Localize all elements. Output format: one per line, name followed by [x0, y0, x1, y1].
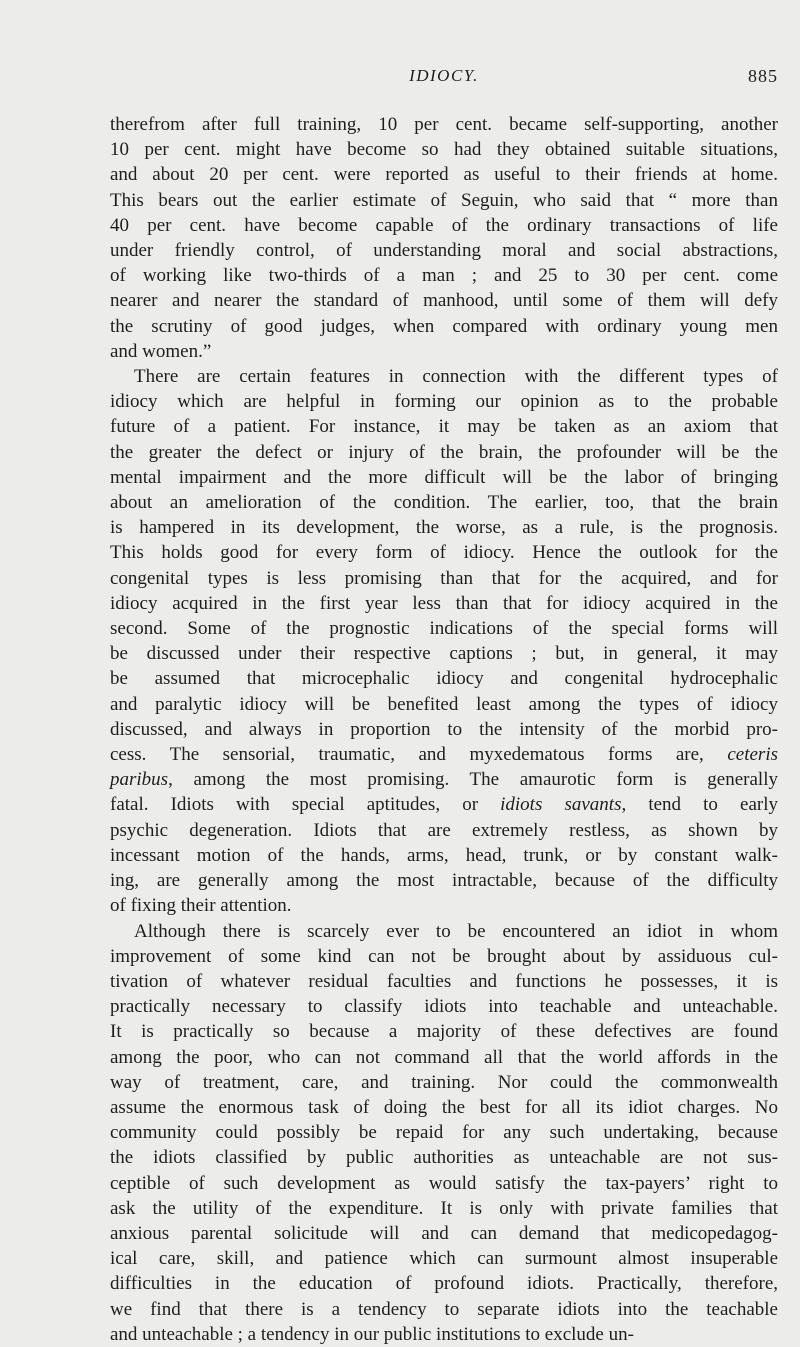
text-line: the greater the defect or injury of the brain, the profounder will be the: [110, 441, 778, 463]
text-line: psychic degeneration. Idiots that are extremely restless, as shown by: [110, 819, 778, 841]
text-line: practically necessary to classify idiots into teachable and unteachable.: [110, 996, 778, 1018]
text-line: be assumed that microcephalic idiocy and congenital hydrocephalic: [110, 668, 778, 690]
text-line: of working like two-thirds of a man ; and 25 to 30 per cent. come: [110, 265, 778, 287]
paragraph: [110, 919, 778, 1347]
text-line: the idiots classified by public authorities as unteachable are not sus-: [110, 1147, 778, 1169]
text-line: incessant motion of the hands, arms, head, trunk, or by constant walk-: [110, 844, 778, 866]
text-line: under friendly control, of understanding moral and social abstractions,: [110, 240, 778, 262]
text-line: congenital types is less promising than that for the acquired, and for: [110, 567, 778, 589]
text-line: about an amelioration of the condition. The earlier, too, that the brain: [110, 492, 778, 514]
text-line: is hampered in its development, the worse, as a rule, is the prognosis.: [110, 517, 778, 539]
text-line: of fixing their attention.: [110, 895, 292, 917]
text-line: mental impairment and the more difficult will be the labor of bringing: [110, 466, 778, 488]
text-line: paribus, among the most promising. The amaurotic form is generally: [110, 769, 778, 791]
text-line: This bears out the earlier estimate of Seguin, who said that “ more than: [110, 189, 778, 211]
page-number: 885: [748, 66, 778, 86]
text-line: ceptible of such development as would satisfy the tax-payers’ right to: [110, 1172, 778, 1194]
text-line: and about 20 per cent. were reported as useful to their friends at home.: [110, 164, 778, 186]
text-line: ical care, skill, and patience which can surmount almost insuperable: [110, 1248, 778, 1270]
text-line: be discussed under their respective captions ; but, in general, it may: [110, 643, 778, 665]
text-line: and paralytic idiocy will be benefited least among the types of idiocy: [110, 693, 778, 715]
text-line: future of a patient. For instance, it may be taken as an axiom that: [110, 416, 778, 438]
text-line: difficulties in the education of profound idiots. Practically, therefore,: [110, 1273, 778, 1295]
text-line: among the poor, who can not command all that the world affords in the: [110, 1046, 778, 1068]
text-line: This holds good for every form of idiocy. Hence the outlook for the: [110, 542, 778, 564]
text-line: and unteachable ; a tendency in our public institutions to exclude un-: [110, 1323, 634, 1345]
text-line: tivation of whatever residual faculties and functions he possesses, it is: [110, 970, 778, 992]
text-line: There are certain features in connection with the different types of: [134, 366, 778, 388]
text-line: cess. The sensorial, traumatic, and myxedematous forms are, ceteris: [110, 744, 778, 766]
text-line: we find that there is a tendency to separate idiots into the teachable: [110, 1298, 778, 1320]
page-header: [110, 66, 778, 90]
text-line: ask the utility of the expenditure. It is only with private families that: [110, 1197, 778, 1219]
text-line: 40 per cent. have become capable of the ordinary transactions of life: [110, 214, 778, 236]
text-line: Although there is scarcely ever to be encountered an idiot in whom: [134, 920, 778, 942]
text-line: second. Some of the prognostic indications of the special forms will: [110, 618, 778, 640]
text-line: idiocy acquired in the first year less than that for idiocy acquired in the: [110, 592, 778, 614]
text-line: way of treatment, care, and training. Nor could the commonwealth: [110, 1071, 778, 1093]
paragraph: [110, 364, 778, 918]
text-line: nearer and nearer the standard of manhood, until some of them will defy: [110, 290, 778, 312]
running-head: IDIOCY.: [409, 66, 479, 85]
text-line: improvement of some kind can not be brought about by assiduous cul-: [110, 945, 778, 967]
text-line: 10 per cent. might have become so had they obtained suitable situations,: [110, 139, 778, 161]
text-line: community could possibly be repaid for any such undertaking, because: [110, 1122, 778, 1144]
body-text: [110, 112, 778, 1347]
text-line: therefrom after full training, 10 per cent. became self-supporting, another: [110, 114, 778, 135]
text-line: assume the enormous task of doing the best for all its idiot charges. No: [110, 1096, 778, 1118]
text-line: ing, are generally among the most intractable, because of the difficulty: [110, 870, 778, 892]
text-line: and women.”: [110, 340, 212, 362]
text-line: fatal. Idiots with special aptitudes, or idiots savants, tend to early: [110, 794, 779, 816]
text-line: idiocy which are helpful in forming our opinion as to the probable: [110, 391, 778, 413]
paragraph: [110, 112, 778, 364]
text-line: It is practically so because a majority of these defectives are found: [110, 1021, 778, 1043]
text-line: anxious parental solicitude will and can demand that medicopedagog-: [110, 1222, 778, 1244]
text-line: the scrutiny of good judges, when compared with ordinary young men: [110, 315, 778, 337]
text-line: discussed, and always in proportion to the intensity of the morbid pro-: [110, 718, 778, 740]
